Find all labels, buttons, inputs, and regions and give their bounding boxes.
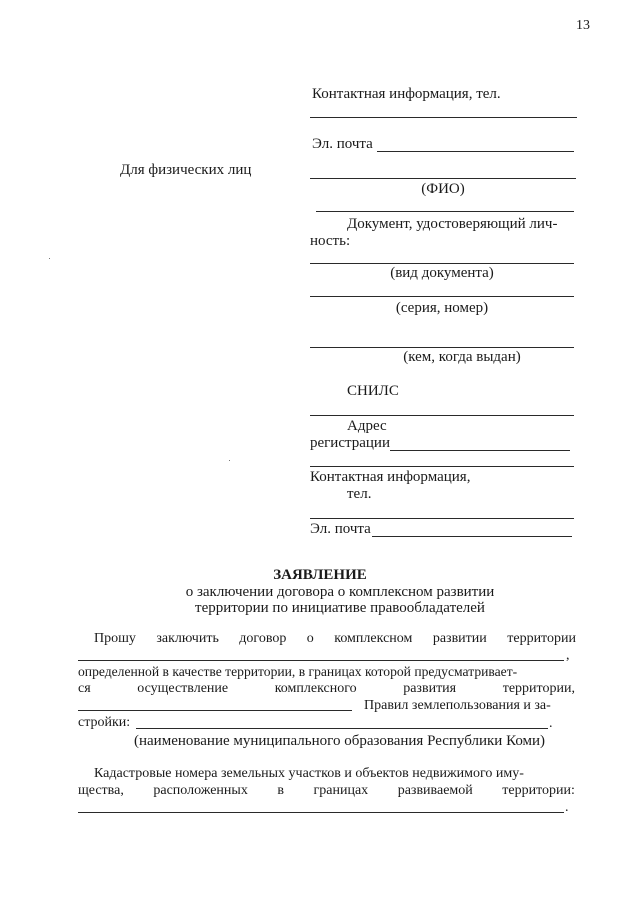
address-line [390, 450, 570, 451]
scan-speck [229, 460, 230, 461]
email-label: Эл. почта [312, 136, 373, 152]
word: развиваемой [397, 783, 473, 798]
email-label-individual: Эл. почта [310, 521, 371, 537]
word: комплексном [334, 631, 413, 646]
word: границах [313, 783, 369, 798]
scan-speck [49, 258, 50, 259]
word: развитии [432, 631, 487, 646]
contact-phone-line-individual [310, 518, 574, 519]
doc-type-caption: (вид документа) [390, 265, 494, 281]
rules-blank-line [78, 710, 352, 711]
email-line-individual [372, 536, 572, 537]
contact-phone-label: тел. [347, 486, 372, 502]
paragraph-1-line-6-tail: . [549, 716, 553, 731]
territory-line [78, 660, 564, 661]
word: комплексного [274, 681, 357, 696]
address-label-cont: регистрации [310, 435, 390, 451]
issued-by-caption: (кем, когда выдан) [403, 349, 521, 365]
word: в [277, 783, 284, 798]
application-subtitle-2: территории по инициативе правообладателей [195, 600, 485, 616]
address-extra-line [310, 466, 574, 467]
paragraph-2-line-3-tail: . [565, 800, 569, 815]
contact-info-label: Контактная информация, тел. [312, 86, 501, 102]
word: щества, [78, 783, 124, 798]
contact-phone-line [310, 117, 577, 118]
address-label: Адрес [347, 418, 387, 434]
page-number: 13 [576, 18, 590, 33]
doc-type-line [310, 263, 574, 264]
word: расположенных [153, 783, 248, 798]
word: о [306, 631, 314, 646]
word: договор [239, 631, 287, 646]
paragraph-1-line-5-tail: Правил землепользования и за- [364, 698, 551, 713]
id-document-label: Документ, удостоверяющий лич- [347, 216, 558, 232]
paragraph-1-line-1 [94, 631, 576, 647]
word: территории: [502, 783, 575, 798]
municipality-caption: (наименование муниципального образования Республики Коми) [134, 733, 546, 749]
series-number-line [310, 296, 574, 297]
application-title: ЗАЯВЛЕНИЕ [273, 567, 367, 583]
id-document-label-cont: ность: [310, 233, 351, 249]
territory-line-tail: , [566, 648, 570, 663]
fio-caption: (ФИО) [421, 181, 465, 197]
snils-line [310, 415, 574, 416]
word: территории [507, 631, 576, 646]
paragraph-2-line-2 [78, 783, 575, 799]
municipality-line [136, 728, 548, 729]
snils-label: СНИЛС [347, 383, 399, 399]
series-number-caption: (серия, номер) [395, 300, 489, 316]
fio-line [310, 178, 576, 179]
word: осуществление [137, 681, 229, 696]
paragraph-1-line-6-head: стройки: [78, 715, 131, 730]
paragraph-2-line-1: Кадастровые номера земельных участков и объектов недвижимого иму- [94, 766, 524, 781]
word: Прошу [94, 631, 136, 646]
word: территории, [502, 681, 575, 696]
application-subtitle-1: о заключении договора о комплексном развитии [185, 584, 495, 600]
individuals-heading: Для физических лиц [120, 162, 252, 178]
cadastral-numbers-line [78, 812, 564, 813]
paragraph-1-line-4 [78, 681, 575, 697]
word: развития [403, 681, 457, 696]
word: заключить [156, 631, 219, 646]
contact-info-label-individual: Контактная информация, [310, 469, 471, 485]
paragraph-1-line-3: определенной в качестве территории, в границах которой предусматривает- [78, 664, 518, 679]
word: ся [78, 681, 91, 696]
email-line [377, 151, 574, 152]
issued-by-line [310, 347, 574, 348]
fio-extra-line [316, 211, 574, 212]
